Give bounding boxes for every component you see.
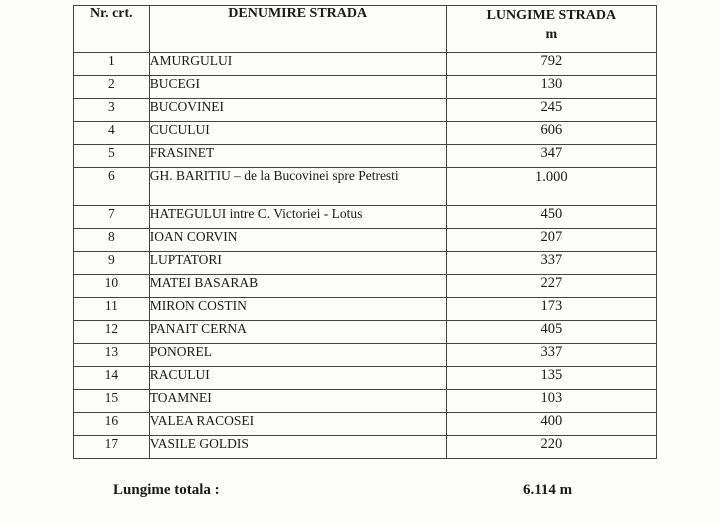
streets-table <box>73 5 657 459</box>
row-number: 5 <box>74 145 150 168</box>
table-body <box>74 53 657 459</box>
header-nr: Nr. crt. <box>74 6 150 53</box>
street-name: IOAN CORVIN <box>149 229 446 252</box>
header-street-name: DENUMIRE STRADA <box>149 6 446 53</box>
street-name: MIRON COSTIN <box>149 298 446 321</box>
table-row <box>74 413 657 436</box>
street-length: 405 <box>446 321 656 344</box>
header-length-unit: m <box>545 27 558 42</box>
street-name: BUCEGI <box>149 76 446 99</box>
street-name: HATEGULUI intre C. Victoriei - Lotus <box>149 206 446 229</box>
street-length: 337 <box>446 252 656 275</box>
street-length: 245 <box>446 99 656 122</box>
street-name: TOAMNEI <box>149 390 446 413</box>
table-row <box>74 436 657 459</box>
table-row <box>74 99 657 122</box>
table-row <box>74 168 657 206</box>
street-length: 220 <box>446 436 656 459</box>
street-length: 792 <box>446 53 656 76</box>
row-number: 13 <box>74 344 150 367</box>
table-row <box>74 275 657 298</box>
table-row <box>74 298 657 321</box>
row-number: 9 <box>74 252 150 275</box>
street-name: GH. BARITIU – de la Bucovinei spre Petresti <box>149 168 446 206</box>
street-length: 103 <box>446 390 656 413</box>
street-name: VALEA RACOSEI <box>149 413 446 436</box>
street-length: 606 <box>446 122 656 145</box>
row-number: 6 <box>74 168 150 206</box>
street-name: RACULUI <box>149 367 446 390</box>
street-name: PONOREL <box>149 344 446 367</box>
row-number: 17 <box>74 436 150 459</box>
street-name: FRASINET <box>149 145 446 168</box>
street-length: 207 <box>446 229 656 252</box>
street-name: AMURGULUI <box>149 53 446 76</box>
total-length-value: 6.114 m <box>523 482 573 498</box>
street-name: PANAIT CERNA <box>149 321 446 344</box>
table-row <box>74 229 657 252</box>
row-number: 14 <box>74 367 150 390</box>
table-row <box>74 390 657 413</box>
table-row <box>74 367 657 390</box>
row-number: 2 <box>74 76 150 99</box>
row-number: 4 <box>74 122 150 145</box>
table-row <box>74 53 657 76</box>
street-length: 1.000 <box>446 168 656 206</box>
table-row <box>74 145 657 168</box>
street-length: 135 <box>446 367 656 390</box>
header-length-label: LUNGIME STRADA <box>486 8 617 23</box>
table-row <box>74 321 657 344</box>
table-row <box>74 76 657 99</box>
street-length: 173 <box>446 298 656 321</box>
street-length: 227 <box>446 275 656 298</box>
table-row <box>74 122 657 145</box>
table-row <box>74 344 657 367</box>
row-number: 1 <box>74 53 150 76</box>
street-name: BUCOVINEI <box>149 99 446 122</box>
table-row <box>74 206 657 229</box>
row-number: 12 <box>74 321 150 344</box>
total-length-label: Lungime totala : <box>113 482 220 498</box>
header-street-length <box>446 6 656 53</box>
row-number: 10 <box>74 275 150 298</box>
street-name: MATEI BASARAB <box>149 275 446 298</box>
street-name: VASILE GOLDIS <box>149 436 446 459</box>
row-number: 3 <box>74 99 150 122</box>
table-row <box>74 252 657 275</box>
table-header-row <box>74 6 657 53</box>
street-length: 400 <box>446 413 656 436</box>
row-number: 11 <box>74 298 150 321</box>
street-name: LUPTATORI <box>149 252 446 275</box>
row-number: 7 <box>74 206 150 229</box>
row-number: 15 <box>74 390 150 413</box>
street-length: 450 <box>446 206 656 229</box>
street-length: 337 <box>446 344 656 367</box>
street-name: CUCULUI <box>149 122 446 145</box>
street-length: 130 <box>446 76 656 99</box>
row-number: 16 <box>74 413 150 436</box>
row-number: 8 <box>74 229 150 252</box>
street-length: 347 <box>446 145 656 168</box>
